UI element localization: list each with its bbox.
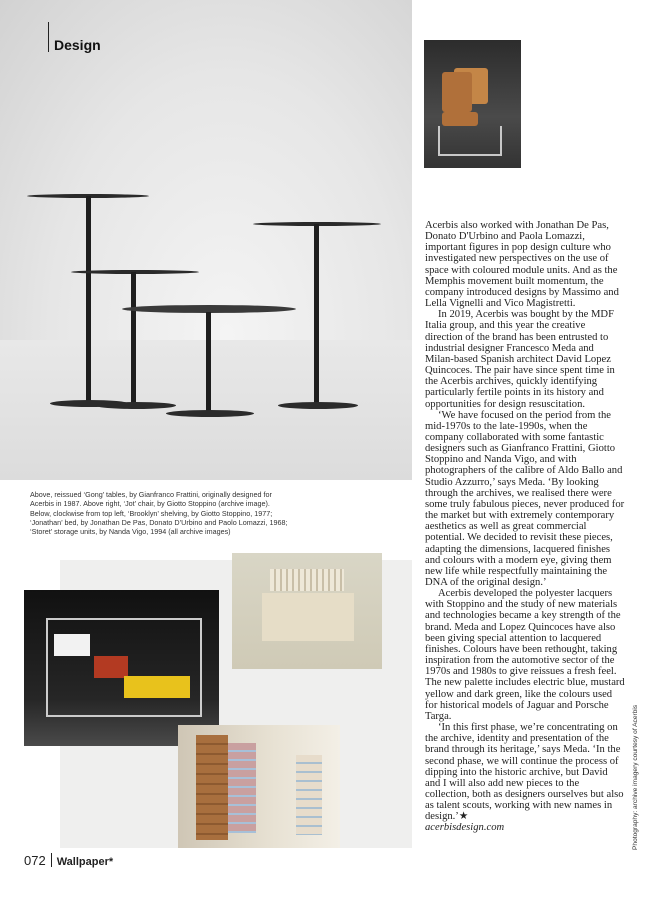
bed-headboard bbox=[270, 569, 344, 591]
bed-frame bbox=[262, 593, 354, 641]
shelf-panel-yellow bbox=[124, 676, 190, 698]
table-stem bbox=[314, 224, 319, 406]
table-stem bbox=[131, 272, 136, 406]
body-paragraph bbox=[425, 722, 625, 822]
chair-legs bbox=[438, 126, 502, 156]
body-paragraph: In 2019, Acerbis was bought by the MDF Italia group, and this year the creative direction of the brand has been entrusted to industrial designer Francesco Meda and Milan-based Spanish architect David Lopez Quincoces. The pair have since spent time in the Acerbis archives, quickly identifying particularly fertile points in its history and opportunities for design resuscitation. bbox=[425, 309, 615, 410]
section-rule bbox=[48, 22, 49, 52]
storage-unit bbox=[296, 755, 322, 835]
jot-chair-photo bbox=[424, 40, 521, 168]
shelf-panel-red bbox=[94, 656, 128, 678]
body-paragraph-text: ‘In this first phase, we’re concentrating on the archive, identity and presentation of the brand through its heritage,’ says Meda. ‘In the second phase, we will continue the process of dipping into the historic archive, but David and I will also add new pieces to the collection, both as designers ourselves but also as talent scouts, working with new names in design.’ bbox=[425, 722, 624, 823]
storet-storage-photo bbox=[178, 725, 340, 848]
article-body bbox=[425, 220, 625, 834]
storage-unit bbox=[228, 743, 256, 833]
body-paragraph: ‘We have focused on the period from the mid-1970s to the late-1990s, when the company collaborated with some fantastic designers such as Gianfranco Frattini, Giotto Stoppino and Nanda Vigo, and with photographers of the calibre of Aldo Ballo and Studio Azzurro,’ says Meda. ‘By looking through the archives, we realised there were some truly fabulous pieces, never produced for the market but with extremely contemporary aesthetics as well as great commercial potential. We decided to revisit these pieces, adapting the dimensions, lacquered finishes and colours with a modern eye, giving them new life while respectfully maintaining the DNA of the original design.’ bbox=[425, 409, 625, 588]
page-footer bbox=[24, 853, 113, 868]
chair-back bbox=[442, 72, 472, 112]
body-paragraph: Acerbis developed the polyester lacquers with Stoppino and the study of new materials and technologies became a key strength of the brand. Meda and Lopez Quincoces have also been giving special attention to lacquered finishes. Colours have been rethought, taking inspiration from the automotive sector of the 1970s and 1980s to give reissues a fresh feel. The new palette includes electric blue, mustard yellow and dark green, like the colours used for historical models of Jaguar and Porsche Targa. bbox=[425, 588, 625, 722]
section-title: Design bbox=[54, 37, 101, 53]
website-link[interactable]: acerbisdesign.com bbox=[425, 822, 505, 834]
table-base bbox=[96, 402, 176, 409]
gong-tables-photo bbox=[0, 0, 412, 480]
brooklyn-shelving-photo bbox=[24, 590, 219, 746]
photo-caption: Above, reissued ‘Gong’ tables, by Gianfranco Frattini, originally designed for Acerbis in 1987. Above right, ‘Jot’ chair, by Giotto Stoppino (archive image). Below, clockwise from top left, ‘Brooklyn’ shelving, by Giotto Stoppino, 1977; ‘Jonathan’ bed, by Jonathan De Pas, Donato D’Urbino and Paolo Lomazzi, 1968; ‘Storet’ storage units, by Nanda Vigo, 1994 (all archive images) bbox=[30, 490, 288, 537]
table-base bbox=[166, 410, 254, 417]
jonathan-bed-photo bbox=[232, 553, 382, 669]
end-mark-icon: ★ bbox=[458, 811, 469, 823]
magazine-brand: Wallpaper* bbox=[56, 856, 114, 868]
page-number: 072 bbox=[24, 853, 46, 868]
table-stem bbox=[86, 196, 91, 404]
photo-credit: Photography: archive imagery courtesy of Acerbis bbox=[632, 704, 639, 850]
table-base bbox=[278, 402, 358, 409]
body-paragraph: Acerbis also worked with Jonathan De Pas, Donato D'Urbino and Paola Lomazzi, important figures in pop design culture who investigated new perspectives on the use of space with coloured module units. And as the Memphis movement built momentum, the company introduced designs by Massimo and Lella Vignelli and Vico Magistretti. bbox=[425, 220, 619, 310]
chair-seat bbox=[442, 112, 478, 126]
shelf-panel-white bbox=[54, 634, 90, 656]
storage-unit bbox=[196, 735, 228, 840]
table-stem bbox=[206, 312, 211, 412]
footer-rule bbox=[51, 853, 52, 867]
